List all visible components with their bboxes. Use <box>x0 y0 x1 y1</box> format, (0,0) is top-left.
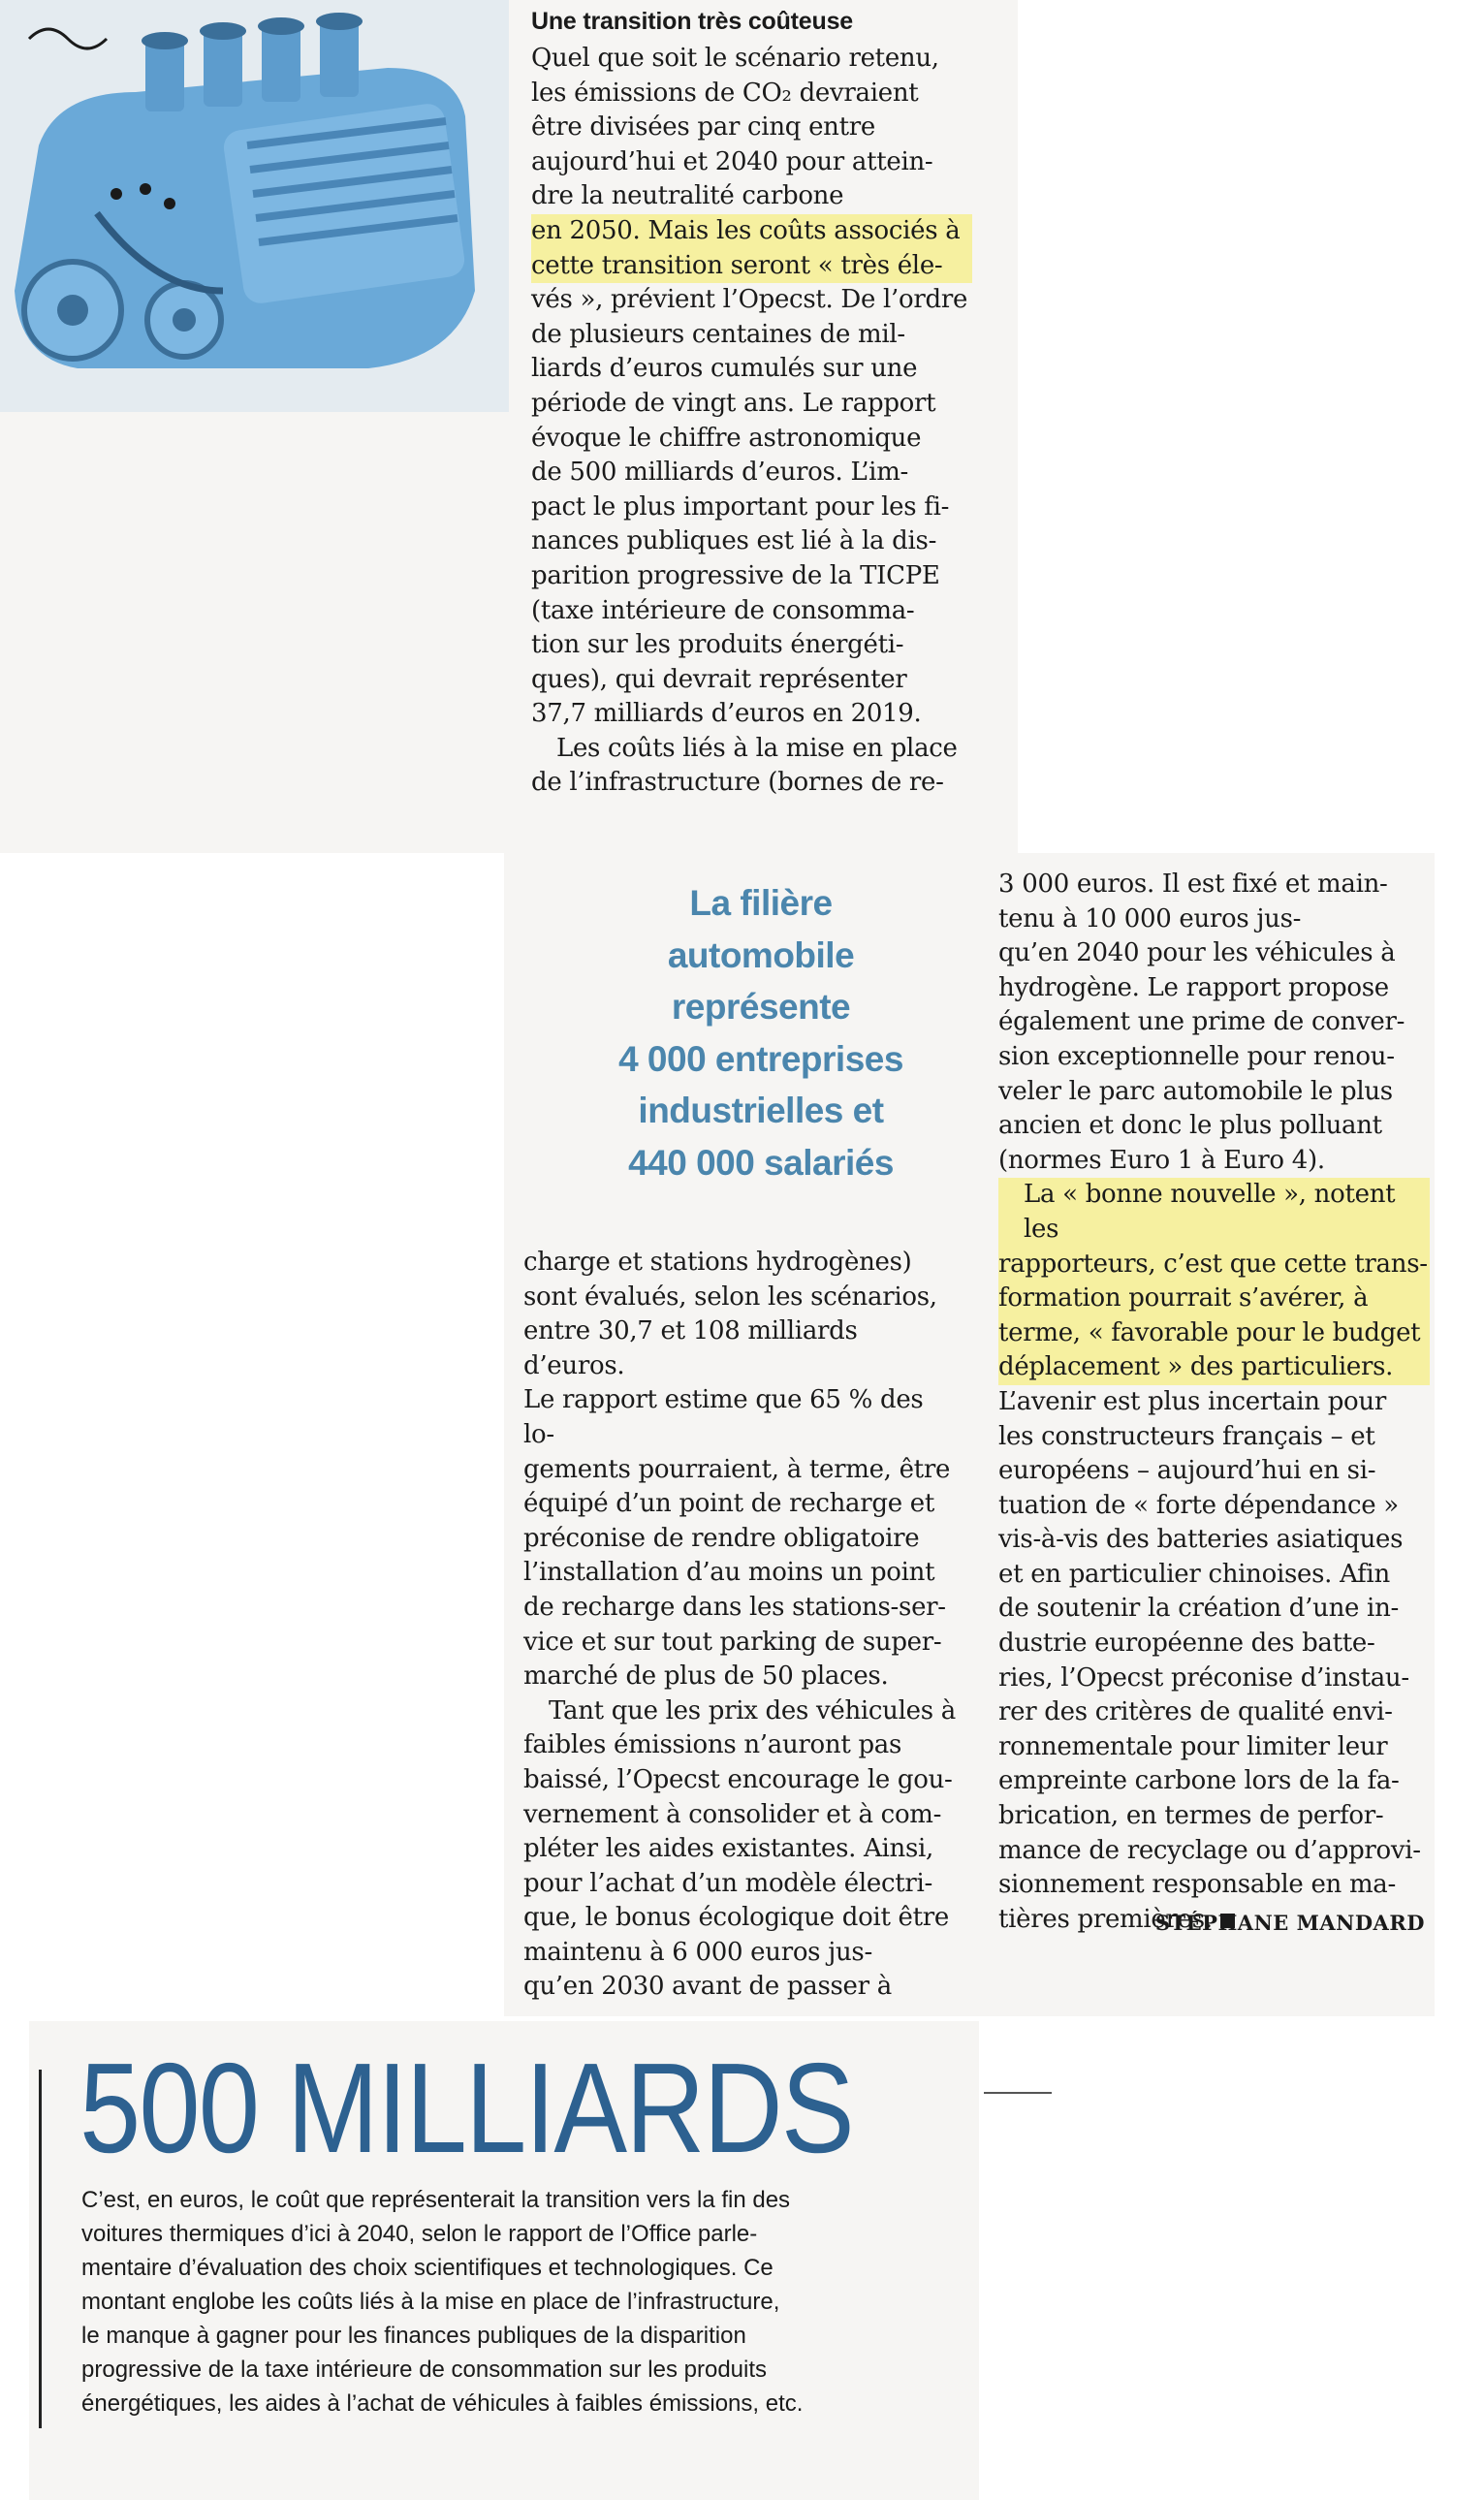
article-paragraph <box>531 42 972 801</box>
pull-quote-line: représente <box>671 987 851 1027</box>
text-line: rer des critères de qualité envi- <box>998 1697 1393 1727</box>
article-title: Une transition très coûteuse <box>531 8 853 35</box>
text-line: le manque à gagner pour les finances publiques de la disparition <box>81 2323 746 2349</box>
text-line: maintenu à 6 000 euros jus- <box>523 1937 872 1967</box>
text-line: de recharge dans les stations-ser- <box>523 1592 946 1622</box>
text-line: énergétiques, les aides à l’achat de véhicules à faibles émissions, etc. <box>81 2390 804 2417</box>
text-line: (taxe intérieure de consomma- <box>531 595 915 625</box>
text-line: Le rapport estime que 65 % des lo- <box>523 1385 924 1449</box>
engine-illustration-icon <box>0 0 509 412</box>
text-line: évoque le chiffre astronomique <box>531 423 922 453</box>
sidebar-text <box>81 2183 934 2421</box>
author-signature: STÉPHANE MANDARD <box>1154 1911 1425 1935</box>
text-line: tenu à 10 000 euros jus- <box>998 903 1302 934</box>
text-line: progressive de la taxe intérieure de consommation sur les produits <box>81 2357 768 2383</box>
text-line: équipé d’un point de recharge et <box>523 1489 934 1519</box>
text-line: en 2050. Mais les coûts associés à <box>531 214 972 249</box>
text-line: également une prime de conver- <box>998 1007 1405 1037</box>
text-line: vés », prévient l’Opecst. De l’ordre <box>531 285 968 315</box>
text-line: empreinte carbone lors de la fa- <box>998 1766 1400 1796</box>
text-line: pact le plus important pour les fi- <box>531 491 950 522</box>
text-line: qu’en 2040 pour les véhicules à <box>998 938 1396 968</box>
text-line: mentaire d’évaluation des choix scientifiques et technologiques. Ce <box>81 2255 774 2281</box>
text-line: ancien et donc le plus polluant <box>998 1111 1382 1141</box>
text-line: et en particulier chinoises. Afin <box>998 1559 1390 1589</box>
text-line: ques), qui devrait représenter <box>531 664 907 694</box>
text-line: pour l’achat d’un modèle électri- <box>523 1868 933 1898</box>
text-line: les constructeurs français – et <box>998 1421 1375 1451</box>
text-line: les émissions de CO₂ devraient <box>531 78 919 108</box>
text-line: terme, « favorable pour le budget <box>998 1316 1430 1351</box>
text-line: que, le bonus écologique doit être <box>523 1903 950 1933</box>
text-line: rapporteurs, c’est que cette trans- <box>998 1248 1430 1282</box>
text-line: être divisées par cinq entre <box>531 112 875 142</box>
text-line: l’installation d’au moins un point <box>523 1558 935 1588</box>
pull-quote-line: 4 000 entreprises <box>618 1038 903 1079</box>
text-line: européens – aujourd’hui en si- <box>998 1456 1376 1486</box>
text-line: de plusieurs centaines de mil- <box>531 319 905 349</box>
text-line: aujourd’hui et 2040 pour attein- <box>531 146 933 176</box>
text-line: qu’en 2030 avant de passer à <box>523 1972 892 2002</box>
text-line: (normes Euro 1 à Euro 4). <box>998 1145 1325 1175</box>
text-line: vernement à consolider et à com- <box>523 1799 942 1829</box>
text-line: ronnementale pour limiter leur <box>998 1731 1388 1761</box>
text-line: 37,7 milliards d’euros en 2019. <box>531 699 922 729</box>
text-line: Tant que les prix des véhicules à <box>549 1695 956 1725</box>
text-line: veler le parc automobile le plus <box>998 1076 1393 1106</box>
text-line: L’avenir est plus incertain pour <box>998 1386 1386 1416</box>
text-line: dustrie européenne des batte- <box>998 1629 1375 1659</box>
pull-quote-line: 440 000 salariés <box>628 1142 894 1183</box>
text-line: montant englobe les coûts liés à la mise en place de l’infrastructure, <box>81 2289 780 2315</box>
text-line: ries, l’Opecst préconise d’instau- <box>998 1662 1409 1693</box>
text-line: entre 30,7 et 108 milliards d’euros. <box>523 1316 858 1380</box>
text-line: mance de recyclage ou d’approvi- <box>998 1835 1421 1865</box>
article-column-3 <box>998 868 1430 1937</box>
pull-quote-line: industrielles et <box>638 1091 884 1130</box>
pull-quote <box>528 877 994 1188</box>
text-line: liards d’euros cumulés sur une <box>531 354 918 384</box>
text-line: cette transition seront « très éle- <box>531 249 972 284</box>
text-line: marché de plus de 50 places. <box>523 1661 889 1692</box>
text-line: formation pourrait s’avérer, à <box>998 1282 1430 1316</box>
text-line: tuation de « forte dépendance » <box>998 1490 1399 1520</box>
text-line: de l’infrastructure (bornes de re- <box>531 768 944 798</box>
text-line: 3 000 euros. Il est fixé et main- <box>998 870 1388 899</box>
big-number-headline: 500 MILLIARDS <box>79 2037 853 2179</box>
sidebar-left-rule <box>39 2070 42 2428</box>
text-line: sont évalués, selon les scénarios, <box>523 1282 937 1312</box>
text-line: sion exceptionnelle pour renou- <box>998 1041 1395 1071</box>
text-line: dre la neutralité carbone <box>531 181 844 211</box>
text-line: vice et sur tout parking de super- <box>523 1627 942 1657</box>
text-line: déplacement » des particuliers. <box>998 1350 1430 1385</box>
text-line: période de vingt ans. Le rapport <box>531 388 936 418</box>
text-line: préconise de rendre obligatoire <box>523 1523 920 1553</box>
pull-quote-line: automobile <box>667 934 855 975</box>
text-line: voitures thermiques d’ici à 2040, selon le rapport de l’Office parle- <box>81 2221 758 2247</box>
text-line: Quel que soit le scénario retenu, <box>531 44 939 73</box>
text-line: gements pourraient, à terme, être <box>523 1454 951 1484</box>
text-line: charge et stations hydrogènes) <box>523 1248 912 1277</box>
text-line: parition progressive de la TICPE <box>531 560 940 590</box>
article-column-1 <box>531 5 972 801</box>
text-line: de soutenir la création d’une in- <box>998 1594 1400 1624</box>
text-line: tion sur les produits énergéti- <box>531 630 904 660</box>
text-line: de 500 milliards d’euros. L’im- <box>531 458 909 488</box>
article-column-2 <box>523 1246 960 2005</box>
text-line: hydrogène. Le rapport propose <box>998 972 1389 1002</box>
text-line: faibles émissions n’auront pas <box>523 1730 902 1760</box>
pull-quote-line: La filière <box>689 883 833 923</box>
text-line: pléter les aides existantes. Ainsi, <box>523 1834 934 1864</box>
text-line: sionnement responsable en ma- <box>998 1870 1396 1900</box>
text-line: vis-à-vis des batteries asiatiques <box>998 1525 1404 1555</box>
text-line: La « bonne nouvelle », notent les <box>998 1178 1430 1247</box>
sidebar-top-rule <box>984 2092 1052 2094</box>
text-line: nances publiques est lié à la dis- <box>531 526 937 556</box>
text-line: brication, en termes de perfor- <box>998 1801 1384 1831</box>
text-line-content: tières premières. <box>998 1904 1213 1934</box>
text-line: baissé, l’Opecst encourage le gou- <box>523 1764 953 1794</box>
text-line: Les coûts liés à la mise en place <box>556 733 958 763</box>
text-line: C’est, en euros, le coût que représenterait la transition vers la fin des <box>81 2187 791 2213</box>
